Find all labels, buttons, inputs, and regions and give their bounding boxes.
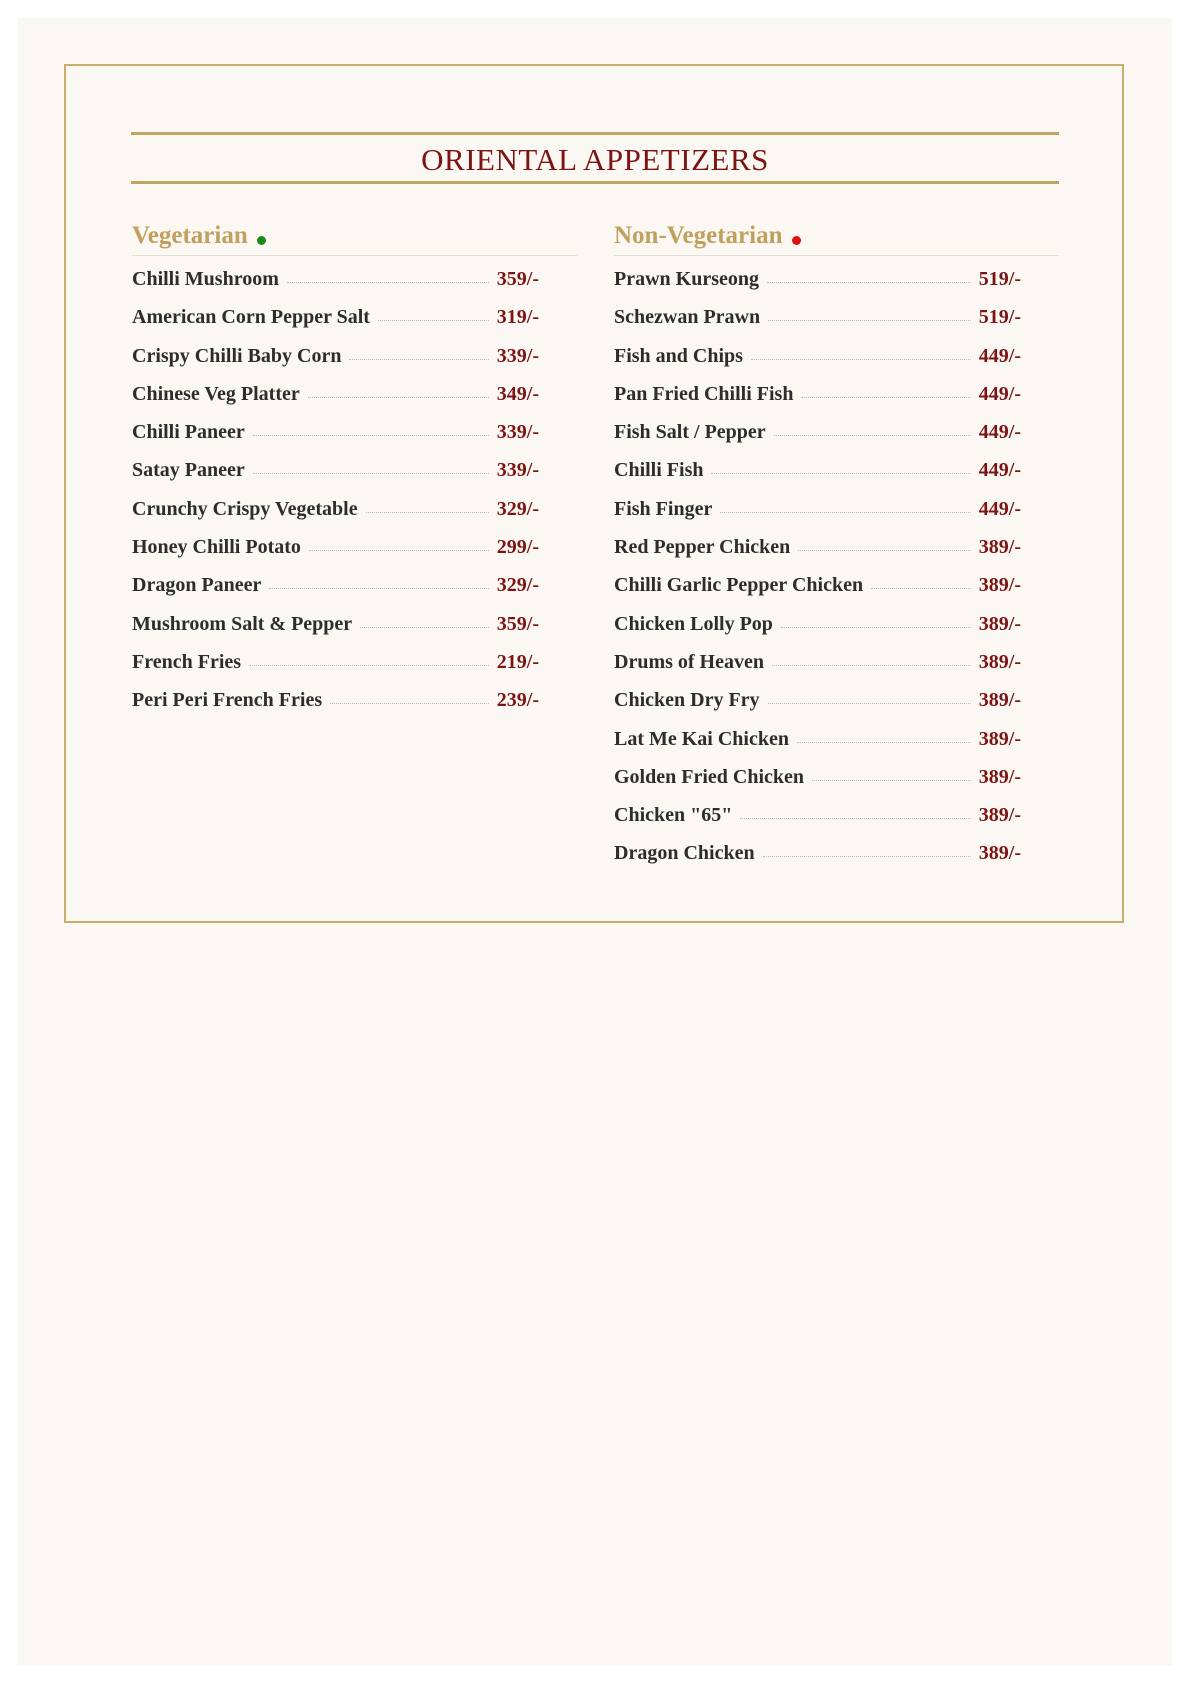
menu-item-price: 389/- bbox=[978, 536, 1021, 559]
dotted-leader bbox=[767, 282, 971, 283]
menu-item-name: Golden Fried Chicken bbox=[614, 765, 805, 788]
menu-item-price: 319/- bbox=[496, 306, 539, 329]
dotted-leader bbox=[801, 397, 970, 398]
menu-item bbox=[132, 605, 539, 643]
dotted-leader bbox=[253, 473, 489, 474]
menu-item-name: Fish Finger bbox=[614, 497, 713, 520]
menu-item-name: Chilli Fish bbox=[614, 459, 704, 482]
menu-item-name: Mushroom Salt & Pepper bbox=[132, 612, 353, 635]
dotted-leader bbox=[720, 512, 970, 513]
non-vegetarian-heading-label: Non-Vegetarian bbox=[614, 222, 783, 249]
menu-item-price: 389/- bbox=[978, 804, 1021, 827]
vegetarian-heading-label: Vegetarian bbox=[132, 222, 248, 249]
menu-item-name: Crispy Chilli Baby Corn bbox=[132, 344, 342, 367]
menu-item-price: 449/- bbox=[978, 459, 1021, 482]
dotted-leader bbox=[253, 435, 489, 436]
menu-item-price: 449/- bbox=[978, 344, 1021, 367]
menu-item bbox=[132, 643, 539, 681]
menu-item-price: 519/- bbox=[978, 268, 1021, 290]
dotted-leader bbox=[309, 550, 489, 551]
menu-item bbox=[132, 528, 539, 566]
page-title: ORIENTAL APPETIZERS bbox=[421, 141, 769, 177]
menu-item-price: 349/- bbox=[496, 382, 539, 405]
dotted-leader bbox=[781, 627, 971, 628]
dotted-leader bbox=[287, 282, 489, 283]
menu-item-name: Chicken Dry Fry bbox=[614, 689, 760, 712]
menu-item-name: Pan Fried Chilli Fish bbox=[614, 382, 794, 405]
dotted-leader bbox=[378, 320, 489, 321]
menu-item-name: French Fries bbox=[132, 650, 242, 673]
menu-item bbox=[614, 720, 1021, 758]
dotted-leader bbox=[871, 588, 971, 589]
menu-item bbox=[614, 566, 1021, 604]
menu-item-name: Prawn Kurseong bbox=[614, 268, 759, 290]
menu-item bbox=[132, 566, 539, 604]
menu-item-price: 219/- bbox=[496, 650, 539, 673]
menu-item-price: 389/- bbox=[978, 689, 1021, 712]
dotted-leader bbox=[763, 856, 971, 857]
dotted-leader bbox=[774, 435, 971, 436]
dotted-leader bbox=[740, 818, 970, 819]
vegetarian-heading bbox=[132, 221, 577, 256]
menu-item-name: Chinese Veg Platter bbox=[132, 382, 300, 405]
menu-page bbox=[18, 18, 1172, 1665]
menu-item bbox=[614, 681, 1021, 719]
dotted-leader bbox=[366, 512, 489, 513]
menu-item bbox=[614, 337, 1021, 375]
menu-item bbox=[614, 413, 1021, 451]
title-band bbox=[131, 132, 1059, 184]
menu-item-price: 389/- bbox=[978, 727, 1021, 750]
menu-item-price: 389/- bbox=[978, 765, 1021, 788]
menu-item-price: 449/- bbox=[978, 382, 1021, 405]
vegetarian-item-list bbox=[132, 260, 577, 720]
dotted-leader bbox=[308, 397, 489, 398]
menu-item bbox=[614, 260, 1021, 298]
menu-item bbox=[132, 260, 539, 298]
menu-item-name: Chilli Paneer bbox=[132, 421, 245, 444]
menu-item bbox=[614, 490, 1021, 528]
menu-item bbox=[614, 758, 1021, 796]
menu-item bbox=[614, 834, 1021, 872]
dotted-leader bbox=[768, 320, 971, 321]
menu-item bbox=[614, 528, 1021, 566]
menu-item-price: 389/- bbox=[978, 612, 1021, 635]
menu-item bbox=[132, 451, 539, 489]
menu-item-name: Fish and Chips bbox=[614, 344, 743, 367]
dotted-leader bbox=[797, 742, 971, 743]
menu-item bbox=[614, 605, 1021, 643]
dotted-leader bbox=[798, 550, 970, 551]
dotted-leader bbox=[768, 703, 971, 704]
menu-item-price: 389/- bbox=[978, 574, 1021, 597]
dotted-leader bbox=[269, 588, 488, 589]
dotted-leader bbox=[330, 703, 489, 704]
dotted-leader bbox=[812, 780, 971, 781]
menu-item-price: 449/- bbox=[978, 497, 1021, 520]
menu-item-name: Chilli Mushroom bbox=[132, 268, 279, 290]
dotted-leader bbox=[772, 665, 971, 666]
non-vegetarian-column bbox=[614, 221, 1059, 873]
menu-item-name: Dragon Chicken bbox=[614, 842, 755, 865]
menu-item bbox=[614, 796, 1021, 834]
menu-item-price: 519/- bbox=[978, 306, 1021, 329]
menu-item-name: Honey Chilli Potato bbox=[132, 536, 301, 559]
menu-item-name: American Corn Pepper Salt bbox=[132, 306, 370, 329]
menu-item-name: Peri Peri French Fries bbox=[132, 689, 323, 712]
menu-item bbox=[614, 451, 1021, 489]
menu-item-price: 299/- bbox=[496, 536, 539, 559]
menu-item bbox=[132, 681, 539, 719]
non-vegetarian-item-list bbox=[614, 260, 1059, 873]
menu-item-price: 389/- bbox=[978, 842, 1021, 865]
menu-item-name: Chicken Lolly Pop bbox=[614, 612, 773, 635]
menu-item-name: Schezwan Prawn bbox=[614, 306, 761, 329]
menu-item-name: Fish Salt / Pepper bbox=[614, 421, 766, 444]
vegetarian-column bbox=[132, 221, 577, 720]
menu-item-name: Satay Paneer bbox=[132, 459, 245, 482]
menu-item bbox=[132, 337, 539, 375]
menu-item-price: 389/- bbox=[978, 650, 1021, 673]
menu-item-name: Drums of Heaven bbox=[614, 650, 764, 673]
menu-item-name: Dragon Paneer bbox=[132, 574, 262, 597]
menu-item-price: 329/- bbox=[496, 497, 539, 520]
dotted-leader bbox=[249, 665, 489, 666]
red-dot-icon bbox=[792, 236, 801, 245]
menu-item-name: Lat Me Kai Chicken bbox=[614, 727, 789, 750]
menu-item-name: Chilli Garlic Pepper Chicken bbox=[614, 574, 864, 597]
dotted-leader bbox=[360, 627, 489, 628]
menu-item bbox=[132, 413, 539, 451]
green-dot-icon bbox=[257, 236, 266, 245]
menu-item-price: 239/- bbox=[496, 689, 539, 712]
menu-item-name: Chicken "65" bbox=[614, 804, 733, 827]
menu-item bbox=[132, 375, 539, 413]
menu-item-name: Red Pepper Chicken bbox=[614, 536, 791, 559]
non-vegetarian-heading bbox=[614, 221, 1059, 256]
menu-item bbox=[614, 375, 1021, 413]
menu-item-price: 339/- bbox=[496, 421, 539, 444]
menu-item bbox=[614, 643, 1021, 681]
menu-item-price: 329/- bbox=[496, 574, 539, 597]
dotted-leader bbox=[349, 359, 488, 360]
menu-item bbox=[614, 298, 1021, 336]
menu-item bbox=[132, 298, 539, 336]
menu-item-price: 359/- bbox=[496, 612, 539, 635]
menu-item-price: 339/- bbox=[496, 459, 539, 482]
dotted-leader bbox=[751, 359, 971, 360]
dotted-leader bbox=[711, 473, 970, 474]
menu-item-price: 449/- bbox=[978, 421, 1021, 444]
menu-item-price: 359/- bbox=[496, 268, 539, 290]
menu-item bbox=[132, 490, 539, 528]
menu-item-name: Crunchy Crispy Vegetable bbox=[132, 497, 358, 520]
menu-item-price: 339/- bbox=[496, 344, 539, 367]
